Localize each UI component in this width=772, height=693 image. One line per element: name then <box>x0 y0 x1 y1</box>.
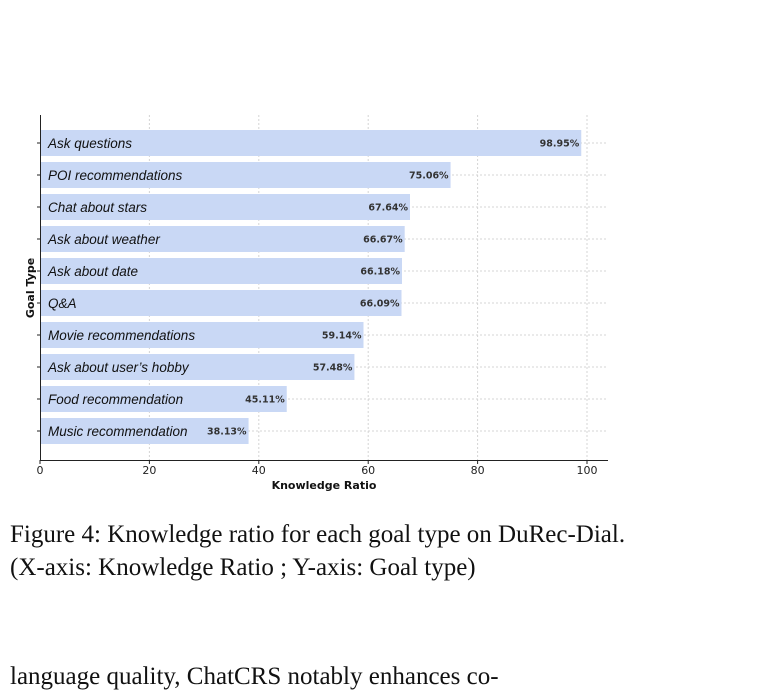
x-tick-label: 0 <box>36 464 44 477</box>
x-tick-label: 20 <box>142 464 157 477</box>
value-label: 98.95% <box>539 138 580 150</box>
body-text-line: language quality, ChatCRS notably enhances co- <box>10 663 499 690</box>
value-label: 45.11% <box>245 394 285 406</box>
value-label: 59.14% <box>321 330 362 342</box>
category-label: Music recommendation <box>48 424 188 439</box>
category-label: Q&A <box>48 296 77 311</box>
category-label: Food recommendation <box>48 392 184 407</box>
value-label: 66.18% <box>360 266 401 278</box>
x-tick-label: 80 <box>470 464 485 477</box>
x-tick-label: 100 <box>576 464 598 477</box>
value-label: 67.64% <box>368 202 408 214</box>
category-label: Ask about date <box>48 264 139 279</box>
bars <box>37 130 581 444</box>
value-label: 66.09% <box>359 298 400 310</box>
category-label: Ask about weather <box>48 232 160 247</box>
x-tick-label: 40 <box>251 464 266 477</box>
category-label: Movie recommendations <box>48 328 196 343</box>
category-label: POI recommendations <box>48 168 183 183</box>
value-label: 66.67% <box>363 234 403 246</box>
value-label: 57.48% <box>312 362 353 374</box>
y-axis-title: Goal Type <box>24 257 37 319</box>
value-label: 38.13% <box>206 426 247 438</box>
category-label: Chat about stars <box>48 200 148 215</box>
category-label: Ask about user’s hobby <box>48 360 189 375</box>
figure-caption: Figure 4: Knowledge ratio for each goal type on DuRec-Dial. (X-axis: Knowledge Ratio ; Y-axis: Goal type) <box>10 521 626 581</box>
x-ticks <box>37 460 598 477</box>
category-label: Ask questions <box>48 136 133 151</box>
x-axis-title: Knowledge Ratio <box>271 479 377 492</box>
value-label: 75.06% <box>409 170 449 182</box>
bar <box>40 290 402 316</box>
x-tick-label: 60 <box>361 464 376 477</box>
